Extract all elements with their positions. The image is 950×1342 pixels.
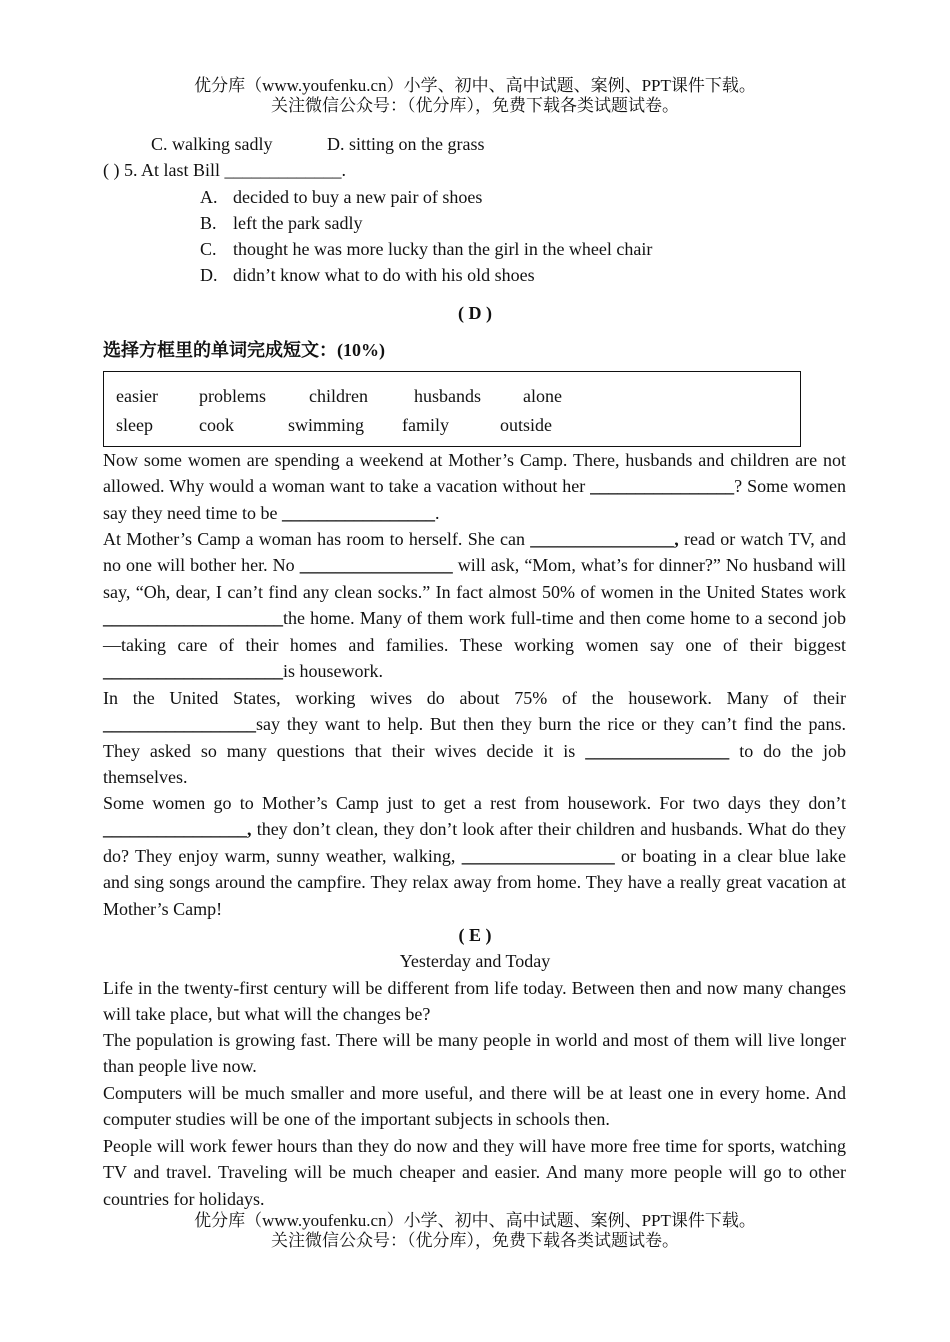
footer-line-1: 优分库（www.youfenku.cn）小学、初中、高中试题、案例、PPT课件下载。 <box>194 1211 756 1230</box>
option-letter: D. <box>200 265 218 285</box>
passage-text: In the United States, working wives do about 75% of the housework. Many of their <box>103 688 846 708</box>
passage-text: the home. Many of them work full-time and then come home to a second job—taking care of their homes and families. These working women say one of their biggest <box>103 608 846 655</box>
answer-blank: ________________ <box>590 476 735 497</box>
answer-blank: _________________ <box>281 502 435 523</box>
option-letter: A. <box>200 187 218 207</box>
header-line-2: 关注微信公众号：（优分库），免费下载各类试题试卷。 <box>271 96 679 115</box>
word-bank-box <box>103 371 801 447</box>
option-text: decided to buy a new pair of shoes <box>233 187 483 207</box>
option-letter: B. <box>200 213 217 233</box>
word-bank-word: husbands <box>414 386 481 406</box>
header-line-1: 优分库（www.youfenku.cn）小学、初中、高中试题、案例、PPT课件下载。 <box>194 76 756 95</box>
word-bank-word: family <box>402 415 449 435</box>
passage-d-paragraph-3 <box>103 685 846 791</box>
section-e-heading: ( E ) <box>458 925 492 945</box>
passage-d-paragraph-1 <box>103 447 846 526</box>
passage-text: Now some women are spending a weekend at Mother’s Camp. There, husbands and children are not allowed. Why would a woman want to take a vacation without her <box>103 450 846 497</box>
passage-text: is housework. <box>283 661 383 682</box>
word-bank-word: children <box>309 386 368 406</box>
answer-blank: ________________, <box>530 529 679 549</box>
word-bank-word: alone <box>523 386 562 406</box>
section-d-heading: ( D ) <box>458 303 492 323</box>
option-text: thought he was more lucky than the girl in the wheel chair <box>233 239 653 259</box>
passage-text: say they want to help. But then they burn the rice or they can’t find the pans. They asked so many questions that their wives decide it is <box>103 714 846 761</box>
passage-d-paragraph-2 <box>103 526 846 684</box>
q5-option-b <box>200 210 362 236</box>
q5-option-a <box>200 184 482 210</box>
passage-text: or boating in a clear blue lake and sing songs around the campfire. They relax away from home. They have a really great vacation at Mother’s Camp! <box>103 845 846 919</box>
answer-blank: ________________, <box>103 819 252 840</box>
passage-e-paragraph-4: People will work fewer hours than they do now and they will have more free time for sports, watching TV and travel. Traveling will be much cheaper and easier. And many more people will go to other countries for holidays. <box>103 1136 846 1209</box>
q5-option-c <box>200 236 652 262</box>
option-letter: C. <box>200 239 217 259</box>
word-bank-word: cook <box>199 415 234 435</box>
passage-e-paragraph-1: Life in the twenty-first century will be different from life today. Between then and now many changes will take place, but what will the changes be? <box>103 978 846 1025</box>
passage-text: they don’t clean, they don’t look after their children and husbands. What do they do? They enjoy warm, sunny weather, walking, <box>103 819 846 866</box>
option-text: didn’t know what to do with his old shoes <box>233 265 535 285</box>
answer-blank: _________________ <box>299 555 453 576</box>
page-header <box>0 76 950 116</box>
answer-blank: ________________ <box>585 740 730 761</box>
q5-option-d <box>200 262 535 288</box>
answer-blank: _________________ <box>103 714 256 735</box>
passage-e-paragraph-2: The population is growing fast. There will be many people in world and most of them will live longer than people live now. <box>103 1030 846 1077</box>
option-text: left the park sadly <box>233 213 363 233</box>
passage-d-paragraph-4 <box>103 790 846 922</box>
footer-line-2: 关注微信公众号：（优分库），免费下载各类试题试卷。 <box>271 1231 679 1250</box>
passage-text: . <box>434 502 440 523</box>
passage-text: read or watch TV, and no one will bother her. No <box>103 529 846 576</box>
word-bank-word: sleep <box>116 415 153 435</box>
passage-text: will ask, “Mom, what’s for dinner?” No husband will say, “Oh, dear, I can’t find any clean socks.” In fact almost 50% of women in the United States work <box>103 555 846 602</box>
passage-e-paragraph-3: Computers will be much smaller and more useful, and there will be at least one in every home. And computer studies will be one of the important subjects in schools then. <box>103 1083 846 1130</box>
q4-option-d: D. sitting on the grass <box>327 134 485 154</box>
word-bank-word: easier <box>116 386 158 406</box>
answer-blank: ____________________ <box>103 661 283 682</box>
word-bank-word: problems <box>199 386 266 406</box>
word-bank-word: swimming <box>288 415 365 435</box>
passage-text: At Mother’s Camp a woman has room to herself. She can <box>103 529 531 549</box>
section-e-title: Yesterday and Today <box>399 951 551 971</box>
section-d-instruction: 选择方框里的单词完成短文：(10%) <box>103 340 385 360</box>
q4-option-c: C. walking sadly <box>151 134 273 154</box>
answer-blank: ____________________ <box>103 608 283 629</box>
word-bank-word: outside <box>500 415 552 435</box>
page-footer <box>0 1211 950 1251</box>
passage-text: to do the job themselves. <box>103 740 846 788</box>
q5-stem: ( ) 5. At last Bill _____________. <box>103 160 346 180</box>
passage-text: Some women go to Mother’s Camp just to get a rest from housework. For two days they don’t <box>103 793 846 813</box>
answer-blank: _________________ <box>461 845 615 866</box>
passage-text: ? Some women say they need time to be <box>103 476 846 523</box>
